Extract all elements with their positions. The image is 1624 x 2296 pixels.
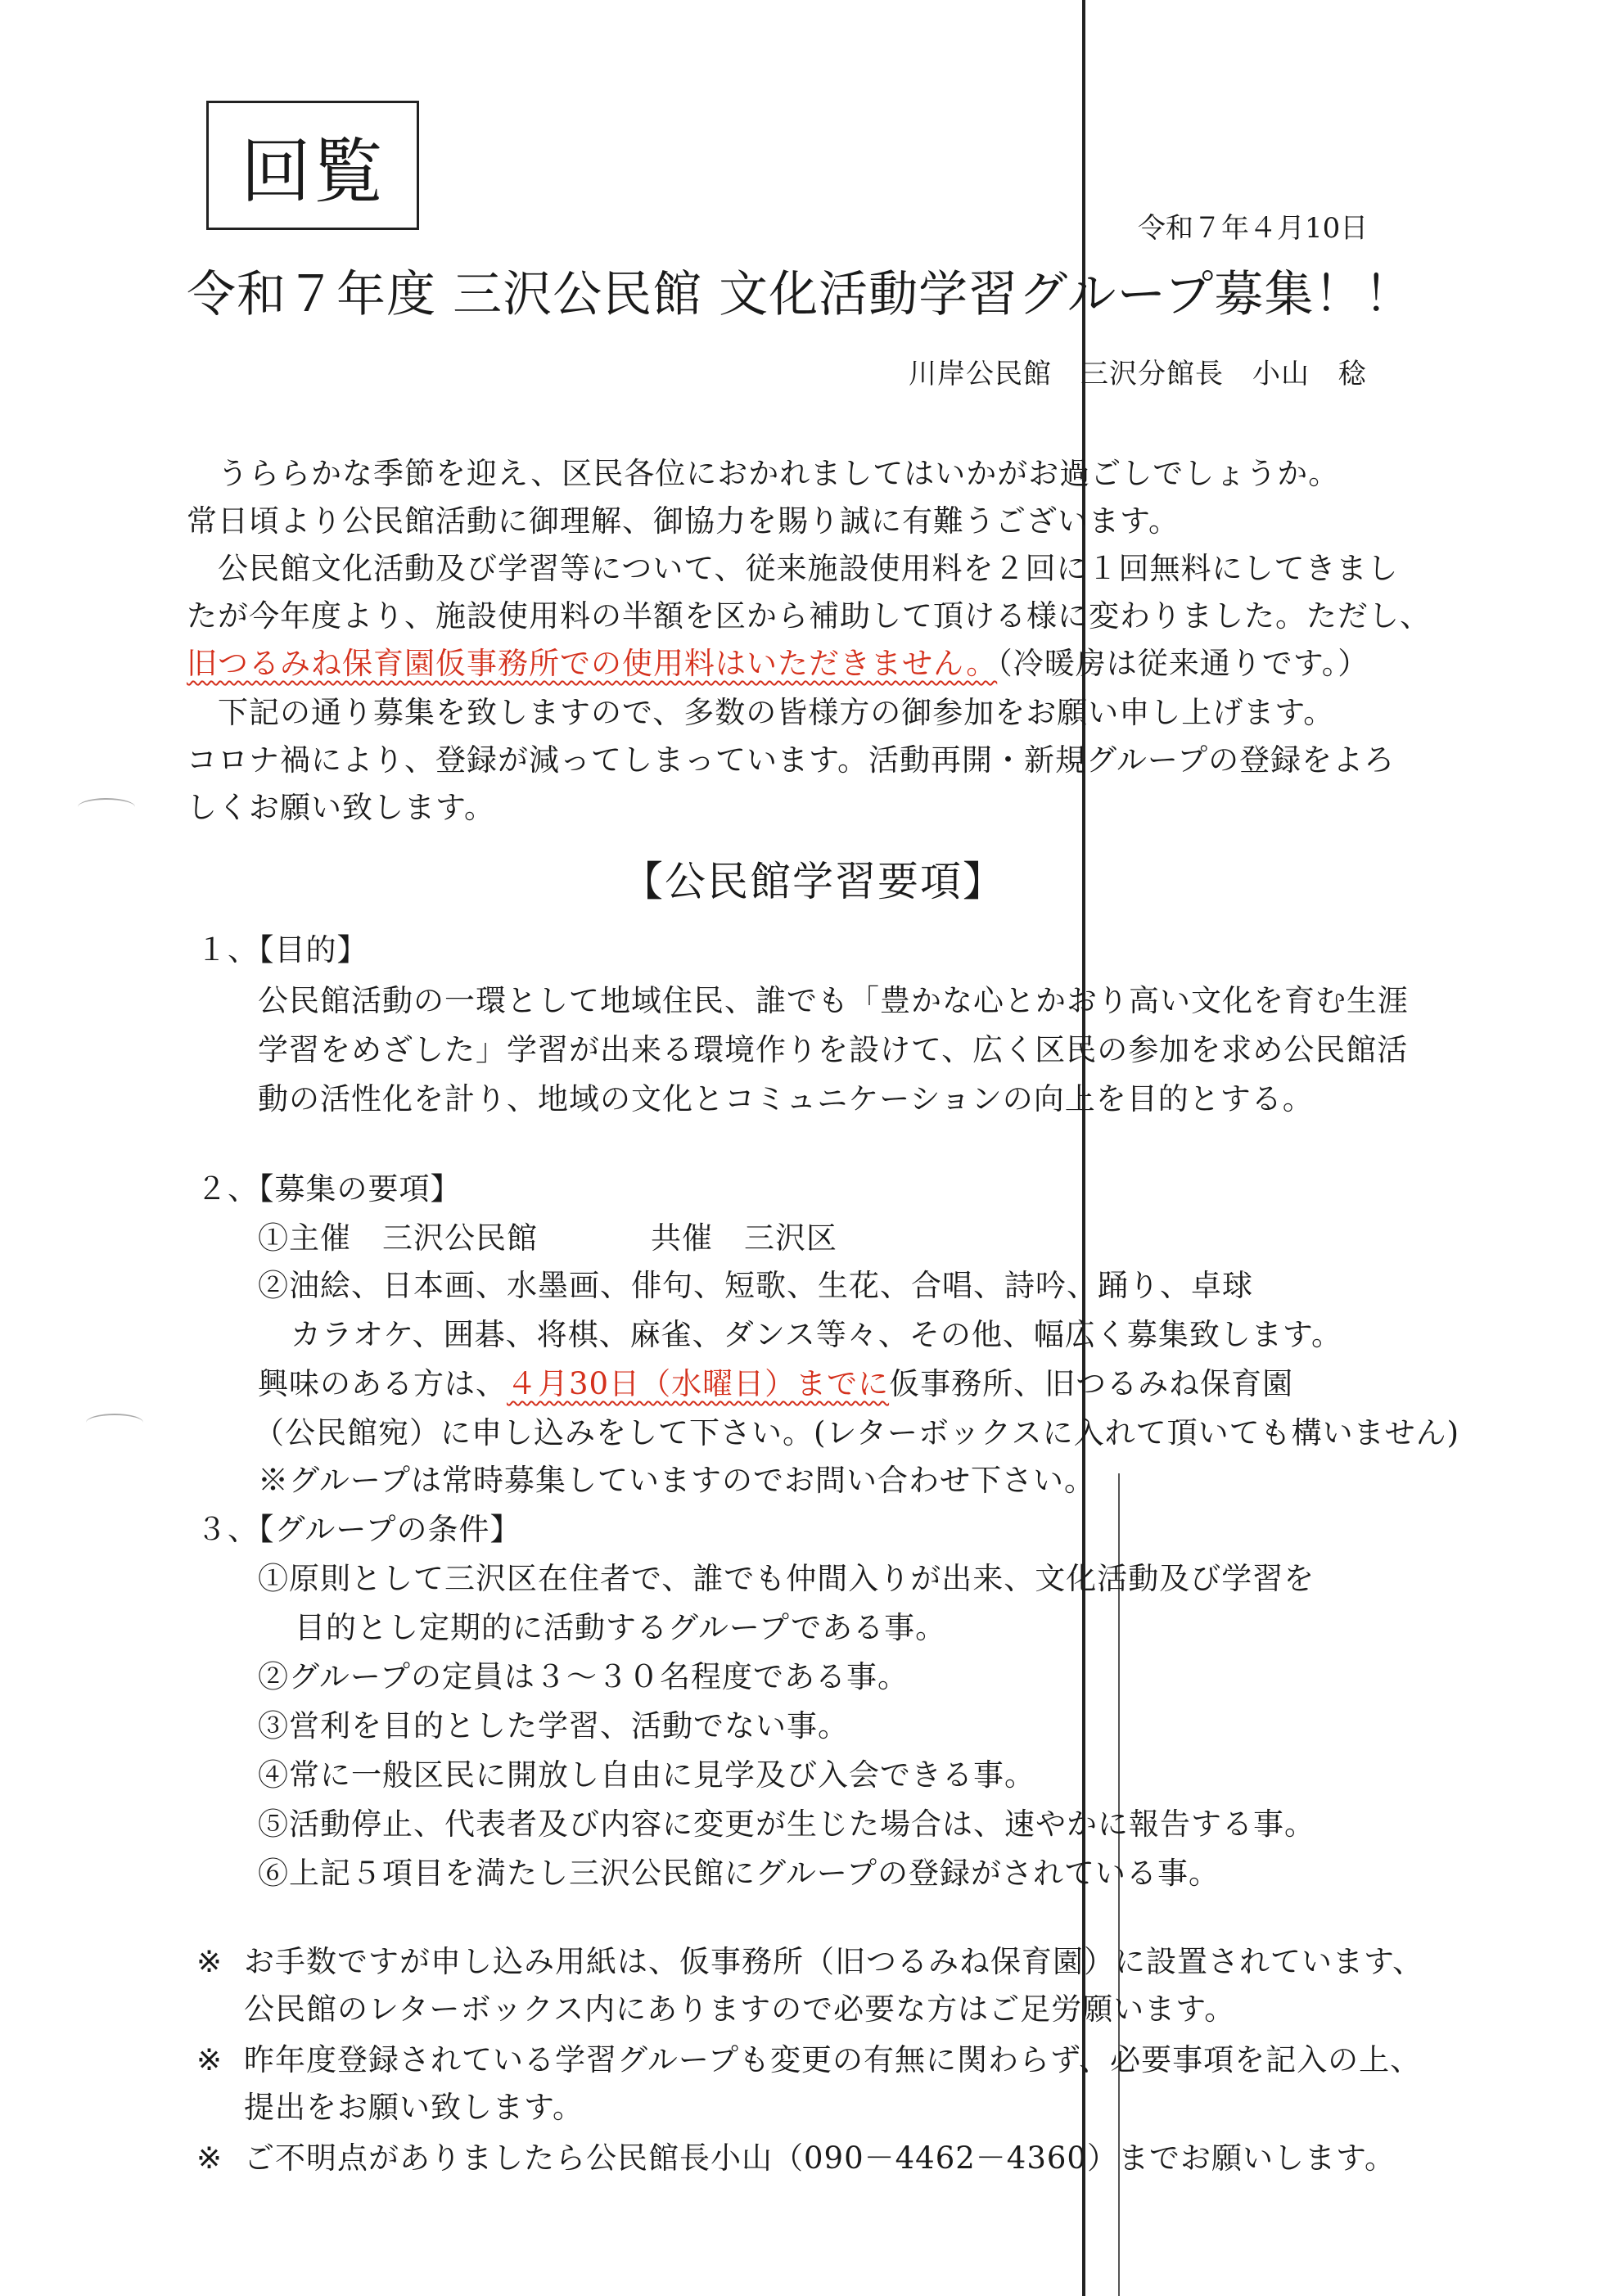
intro-line: 下記の通り募集を致しますので、多数の皆様方の御参加をお願い申し上げます。	[187, 695, 1335, 730]
aircon-note: （冷暖房は従来通りです。）	[997, 646, 1369, 681]
purpose-title: １、【目的】	[196, 932, 368, 968]
note-line: 公民館のレターボックス内にありますので必要な方はご足労願います。	[244, 1992, 1236, 2027]
deadline-prefix: 興味のある方は、	[258, 1366, 507, 1401]
purpose-line: 学習をめざした」学習が出来る環境作りを設けて、広く区民の参加を求め公民館活	[258, 1032, 1409, 1067]
note-line: 提出をお願い致します。	[244, 2090, 584, 2125]
deadline-suffix: 仮事務所、旧つるみね保育園	[889, 1366, 1294, 1401]
intro-line: 常日頃より公民館活動に御理解、御協力を賜り誠に有難うございます。	[187, 503, 1180, 539]
apply-line: （公民館宛）に申し込みをして下さい。(レターボックスに入れて頂いても構いません)	[254, 1415, 1460, 1450]
condition-item: ①原則として三沢区在住者で、誰でも仲間入りが出来、文化活動及び学習を	[258, 1561, 1315, 1596]
recruit-title: ２、【募集の要項】	[196, 1171, 462, 1207]
intro-line: たが今年度より、施設使用料の半額を区から補助して頂ける様に変わりました。ただし、	[187, 598, 1431, 634]
scan-smudge	[78, 798, 135, 816]
condition-item: ③営利を目的とした学習、活動でない事。	[258, 1708, 849, 1743]
purpose-line: 動の活性化を計り、地域の文化とコミュニケーションの向上を目的とする。	[258, 1081, 1314, 1116]
sender-line: 川岸公民館 三沢分館長 小山 稔	[909, 358, 1367, 390]
notice-date: 令和７年４月10日	[1138, 212, 1369, 245]
note-mark: ※	[196, 2140, 223, 2176]
note-mark: ※	[196, 1944, 223, 1979]
condition-item: 目的とし定期的に活動するグループである事。	[295, 1610, 947, 1645]
scan-smudge	[86, 1414, 143, 1432]
notice-title: 令和７年度 三沢公民館 文化活動学習グループ募集！！	[187, 266, 1414, 323]
circulation-stamp-text: 回覧	[241, 131, 385, 213]
circulation-stamp-box	[206, 101, 419, 230]
condition-item: ⑥上記５項目を満たし三沢公民館にグループの登録がされている事。	[258, 1856, 1220, 1891]
deadline-date-highlight: ４月30日（水曜日）までに	[507, 1366, 890, 1401]
intro-line: うららかな季節を迎え、区民各位におかれましてはいかがお過ごしでしょうか。	[187, 456, 1340, 491]
free-usage-highlight: 旧つるみね保育園仮事務所での使用料はいただきません。	[187, 646, 998, 681]
note-line: お手数ですが申し込み用紙は、仮事務所（旧つるみね保育園）に設置されています、	[244, 1944, 1424, 1979]
intro-red-line	[187, 648, 1369, 679]
co-organizer-line: 共催 三沢区	[651, 1220, 837, 1256]
intro-line: 公民館文化活動及び学習等について、従来施設使用料を２回に１回無料にしてきまし	[187, 551, 1399, 586]
conditions-title: ３、【グループの条件】	[196, 1512, 521, 1547]
organizer-line: ①主催 三沢公民館	[258, 1220, 538, 1256]
condition-item: ④常に一般区民に開放し自由に見学及び入会できる事。	[258, 1757, 1035, 1793]
intro-line: コロナ禍により、登録が減ってしまっています。活動再開・新規グループの登録をよろ	[187, 742, 1396, 778]
purpose-line: 公民館活動の一環として地域住民、誰でも「豊かな心とかおり高い文化を育む生涯	[258, 983, 1409, 1018]
deadline-line	[258, 1366, 1294, 1401]
note-line: 昨年度登録されている学習グループも変更の有無に関わらず、必要事項を記入の上、	[244, 2042, 1422, 2077]
condition-item: ⑤活動停止、代表者及び内容に変更が生じた場合は、速やかに報告する事。	[258, 1807, 1315, 1842]
section-heading: 【公民館学習要項】	[622, 858, 1005, 905]
intro-line: しくお願い致します。	[187, 790, 496, 825]
activities-line: カラオケ、囲碁、将棋、麻雀、ダンス等々、その他、幅広く募集致します。	[291, 1317, 1342, 1352]
note-mark: ※	[196, 2042, 223, 2077]
recruit-note: ※グループは常時募集していますのでお問い合わせ下さい。	[258, 1463, 1096, 1498]
activities-line: ②油絵、日本画、水墨画、俳句、短歌、生花、合唱、詩吟、踊り、卓球	[258, 1268, 1253, 1303]
contact-note-line: ご不明点がありましたら公民館長小山（090－4462－4360）までお願いします。	[244, 2140, 1396, 2176]
condition-item: ②グループの定員は３～３０名程度である事。	[258, 1659, 909, 1694]
